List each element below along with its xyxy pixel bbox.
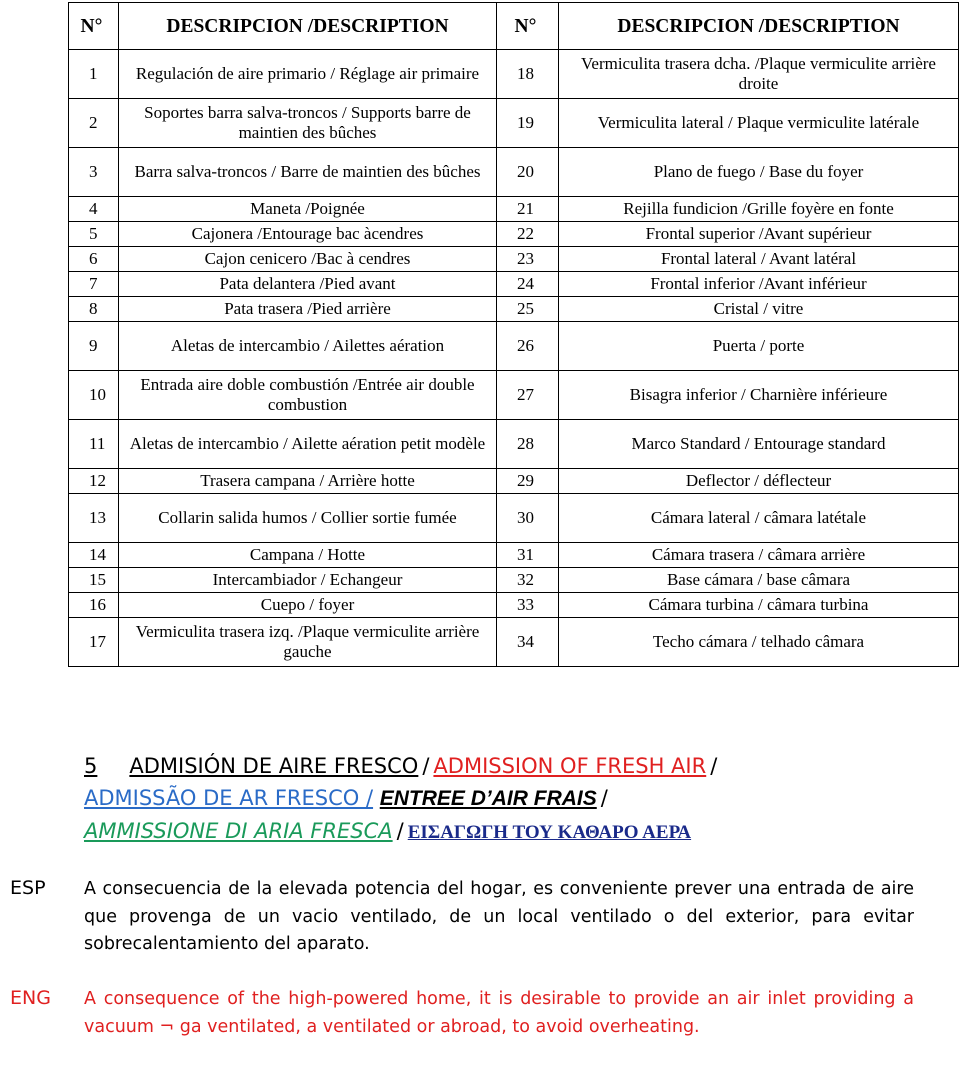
section-heading-line-2 (84, 782, 924, 815)
part-description-right: Bisagra inferior / Charnière inférieure (559, 371, 959, 420)
title-spanish: ADMISIÓN DE AIRE FRESCO (129, 754, 419, 778)
part-description-right: Cámara turbina / câmara turbina (559, 593, 959, 618)
part-description-left: Regulación de aire primario / Réglage air primaire (119, 50, 497, 99)
part-number-right: 25 (497, 297, 559, 322)
part-number-left: 10 (69, 371, 119, 420)
part-number-left: 14 (69, 543, 119, 568)
table-row (69, 371, 959, 420)
part-description-left: Campana / Hotte (119, 543, 497, 568)
table-row (69, 618, 959, 667)
parts-table (68, 2, 959, 667)
part-number-right: 32 (497, 568, 559, 593)
language-label-esp: ESP (10, 877, 46, 899)
section-heading-line-3 (84, 815, 924, 849)
table-row (69, 50, 959, 99)
part-description-right: Vermiculita trasera dcha. /Plaque vermiculite arrière droite (559, 50, 959, 99)
title-greek: ΕΙΣΑΓΩΓΗ ΤΟΥ ΚΑΘΑΡΟ ΑΕΡΑ (407, 822, 692, 843)
part-number-left: 8 (69, 297, 119, 322)
part-description-left: Vermiculita trasera izq. /Plaque vermiculite arrière gauche (119, 618, 497, 667)
part-number-right: 18 (497, 50, 559, 99)
table-row (69, 469, 959, 494)
part-description-left: Pata trasera /Pied arrière (119, 297, 497, 322)
part-description-left: Pata delantera /Pied avant (119, 272, 497, 297)
part-number-right: 31 (497, 543, 559, 568)
part-number-left: 16 (69, 593, 119, 618)
part-number-left: 6 (69, 247, 119, 272)
part-description-right: Frontal inferior /Avant inférieur (559, 272, 959, 297)
part-description-right: Cámara trasera / câmara arrière (559, 543, 959, 568)
part-number-right: 29 (497, 469, 559, 494)
part-description-left: Cajon cenicero /Bac à cendres (119, 247, 497, 272)
part-number-right: 30 (497, 494, 559, 543)
part-description-left: Collarin salida humos / Collier sortie fumée (119, 494, 497, 543)
part-number-left: 7 (69, 272, 119, 297)
part-number-left: 4 (69, 197, 119, 222)
title-separator: / (710, 754, 718, 778)
part-number-right: 26 (497, 322, 559, 371)
table-header-row (69, 3, 959, 50)
part-description-right: Rejilla fundicion /Grille foyère en fonte (559, 197, 959, 222)
table-row (69, 494, 959, 543)
part-description-left: Trasera campana / Arrière hotte (119, 469, 497, 494)
part-number-left: 3 (69, 148, 119, 197)
part-number-right: 24 (497, 272, 559, 297)
part-number-left: 17 (69, 618, 119, 667)
part-description-right: Marco Standard / Entourage standard (559, 420, 959, 469)
table-row (69, 222, 959, 247)
part-description-left: Intercambiador / Echangeur (119, 568, 497, 593)
part-description-right: Base cámara / base câmara (559, 568, 959, 593)
paragraph-eng: A consequence of the high-powered home, it is desirable to provide an air inlet providing a vacuum ¬ ga ventilated, a ventilated or abroad, to avoid overheating. (84, 989, 914, 1037)
part-description-right: Frontal superior /Avant supérieur (559, 222, 959, 247)
part-number-left: 11 (69, 420, 119, 469)
part-description-right: Techo cámara / telhado câmara (559, 618, 959, 667)
section-heading-line-1 (84, 750, 924, 782)
title-separator: / (600, 786, 608, 810)
table-row (69, 322, 959, 371)
title-english: ADMISSION OF FRESH AIR (433, 754, 707, 778)
title-french: ENTREE D’AIR FRAIS (379, 787, 597, 810)
table-row (69, 568, 959, 593)
table-row (69, 543, 959, 568)
part-number-left: 13 (69, 494, 119, 543)
table-row (69, 297, 959, 322)
table-row (69, 197, 959, 222)
part-number-left: 9 (69, 322, 119, 371)
header-number-left: N° (69, 3, 119, 50)
header-number-right: N° (497, 3, 559, 50)
section-heading (84, 750, 924, 849)
part-description-right: Deflector / déflecteur (559, 469, 959, 494)
part-description-right: Puerta / porte (559, 322, 959, 371)
title-portuguese: ADMISSÃO DE AR FRESCO / (84, 786, 374, 810)
language-label-eng: ENG (10, 987, 51, 1009)
part-description-left: Soportes barra salva-troncos / Supports barre de maintien des bûches (119, 99, 497, 148)
title-italian: AMMISSIONE DI ARIA FRESCA (84, 819, 393, 843)
section-number: 5 (84, 754, 98, 778)
title-separator: / (396, 819, 404, 843)
part-description-left: Aletas de intercambio / Ailette aération petit modèle (119, 420, 497, 469)
part-number-right: 27 (497, 371, 559, 420)
table-row (69, 247, 959, 272)
part-number-right: 23 (497, 247, 559, 272)
title-separator: / (422, 754, 430, 778)
header-description-right: DESCRIPCION /DESCRIPTION (559, 3, 959, 50)
part-number-left: 2 (69, 99, 119, 148)
part-description-left: Cuepo / foyer (119, 593, 497, 618)
part-description-left: Aletas de intercambio / Ailettes aération (119, 322, 497, 371)
part-number-right: 34 (497, 618, 559, 667)
table-row (69, 272, 959, 297)
table-row (69, 99, 959, 148)
part-description-right: Frontal lateral / Avant latéral (559, 247, 959, 272)
part-description-right: Cámara lateral / câmara latétale (559, 494, 959, 543)
part-number-right: 33 (497, 593, 559, 618)
part-number-left: 5 (69, 222, 119, 247)
table-row (69, 593, 959, 618)
part-number-right: 20 (497, 148, 559, 197)
part-description-left: Barra salva-troncos / Barre de maintien des bûches (119, 148, 497, 197)
parts-table-body (69, 50, 959, 667)
part-number-right: 21 (497, 197, 559, 222)
part-number-right: 28 (497, 420, 559, 469)
header-description-left: DESCRIPCION /DESCRIPTION (119, 3, 497, 50)
table-row (69, 420, 959, 469)
paragraph-esp: A consecuencia de la elevada potencia del hogar, es conveniente prever una entrada de aire que provenga de un vacio ventilado, de un local ventilado o del exterior, para evitar sobrecalentamiento del aparato. (84, 879, 914, 954)
part-number-right: 19 (497, 99, 559, 148)
part-description-right: Plano de fuego / Base du foyer (559, 148, 959, 197)
part-description-right: Cristal / vitre (559, 297, 959, 322)
part-description-right: Vermiculita lateral / Plaque vermiculite latérale (559, 99, 959, 148)
part-description-left: Entrada aire doble combustión /Entrée air double combustion (119, 371, 497, 420)
part-number-left: 1 (69, 50, 119, 99)
part-number-left: 15 (69, 568, 119, 593)
table-row (69, 148, 959, 197)
part-description-left: Cajonera /Entourage bac àcendres (119, 222, 497, 247)
part-number-left: 12 (69, 469, 119, 494)
part-description-left: Maneta /Poignée (119, 197, 497, 222)
part-number-right: 22 (497, 222, 559, 247)
